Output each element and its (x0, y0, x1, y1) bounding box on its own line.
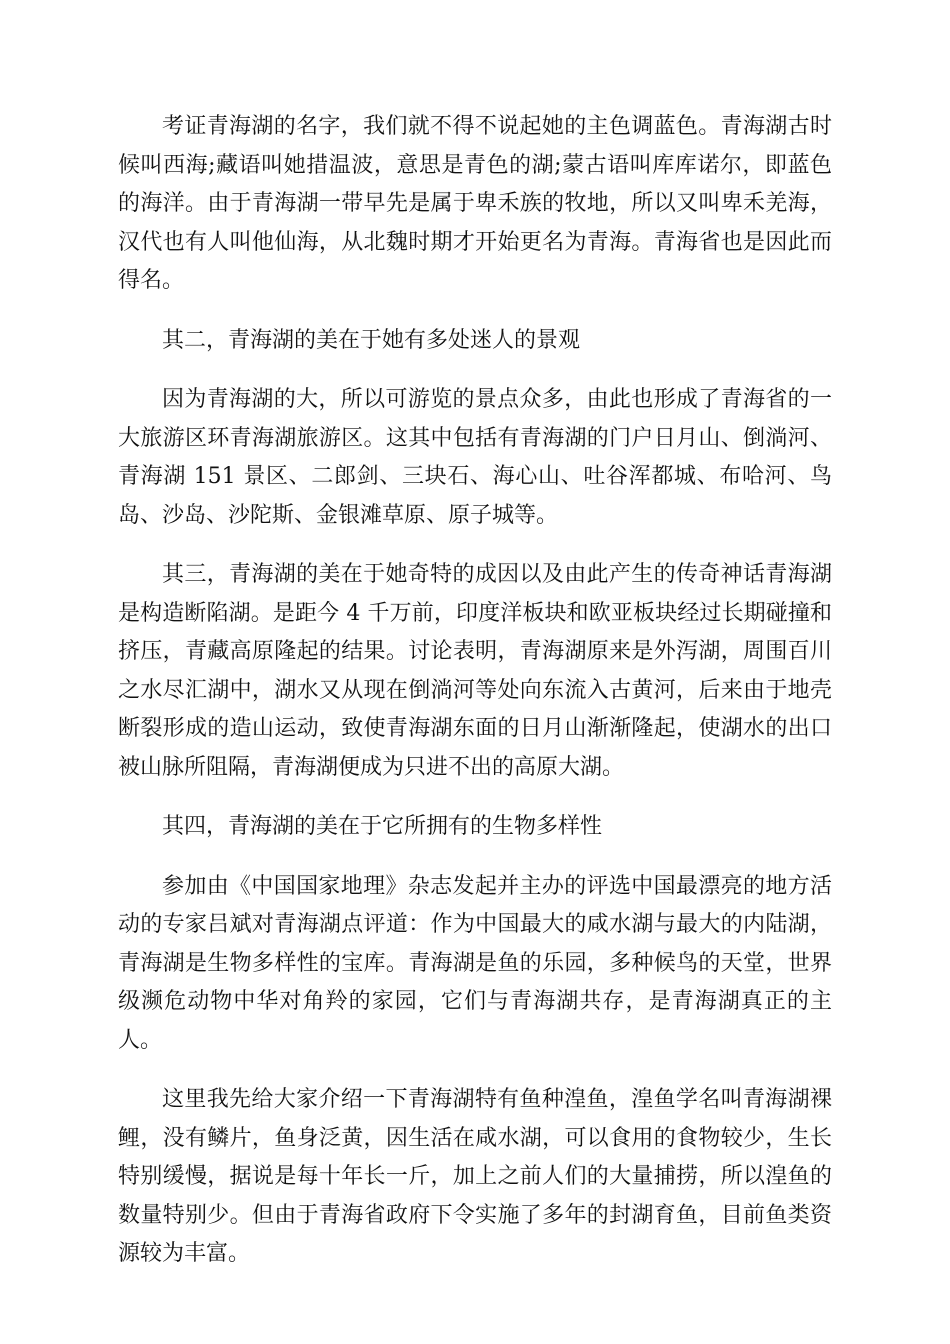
paragraph-name-origin: 考证青海湖的名字，我们就不得不说起她的主色调蓝色。青海湖古时候叫西海;藏语叫她措温波，意思是青色的湖;蒙古语叫库库诺尔，即蓝色的海洋。由于青海湖一带早先是属于卑禾族的牧地，所以又叫卑禾羌海，汉代也有人叫他仙海，从北魏时期才开始更名为青海。青海省也是因此而得名。 (118, 114, 832, 293)
document-page (118, 108, 832, 1295)
paragraph-expert-review: 参加由《中国国家地理》杂志发起并主办的评选中国最漂亮的地方活动的专家吕斌对青海湖点评道：作为中国最大的咸水湖与最大的内陆湖，青海湖是生物多样性的宝库。青海湖是鱼的乐园，多种候鸟的天堂，世界级濒危动物中华对角羚的家园，它们与青海湖共存，是青海湖真正的主人。 (118, 873, 832, 1053)
section-heading-biodiversity: 其四，青海湖的美在于它所拥有的生物多样性 (162, 814, 603, 839)
paragraph-huang-fish: 这里我先给大家介绍一下青海湖特有鱼种湟鱼，湟鱼学名叫青海湖裸鲤，没有鳞片，鱼身泛黄，因生活在咸水湖，可以食用的食物较少，生长特别缓慢，据说是每十年长一斤，加上之前人们的大量捕捞，所以湟鱼的数量特别少。但由于青海省政府下令实施了多年的封湖育鱼，目前鱼类资源较为丰富。 (118, 1087, 832, 1266)
paragraph-formation: 其三，青海湖的美在于她奇特的成因以及由此产生的传奇神话青海湖是构造断陷湖。是距今 4 千万前，印度洋板块和欧亚板块经过长期碰撞和挤压，青藏高原隆起的结果。讨论表明，青海湖原来是外泻湖，周围百川之水尽汇湖中，湖水又从现在倒淌河等处向东流入古黄河，后来由于地壳断裂形成的造山运动，致使青海湖东面的日月山渐渐隆起，使湖水的出口被山脉所阻隔，青海湖便成为只进不出的高原大湖。 (118, 562, 832, 780)
paragraph-scenic-spots: 因为青海湖的大，所以可游览的景点众多，由此也形成了青海省的一大旅游区环青海湖旅游区。这其中包括有青海湖的门户日月山、倒淌河、青海湖 151 景区、二郎剑、三块石、海心山、吐谷浑都城、布哈河、鸟岛、沙岛、沙陀斯、金银滩草原、原子城等。 (118, 387, 832, 528)
section-heading-scenery: 其二，青海湖的美在于她有多处迷人的景观 (162, 327, 581, 353)
